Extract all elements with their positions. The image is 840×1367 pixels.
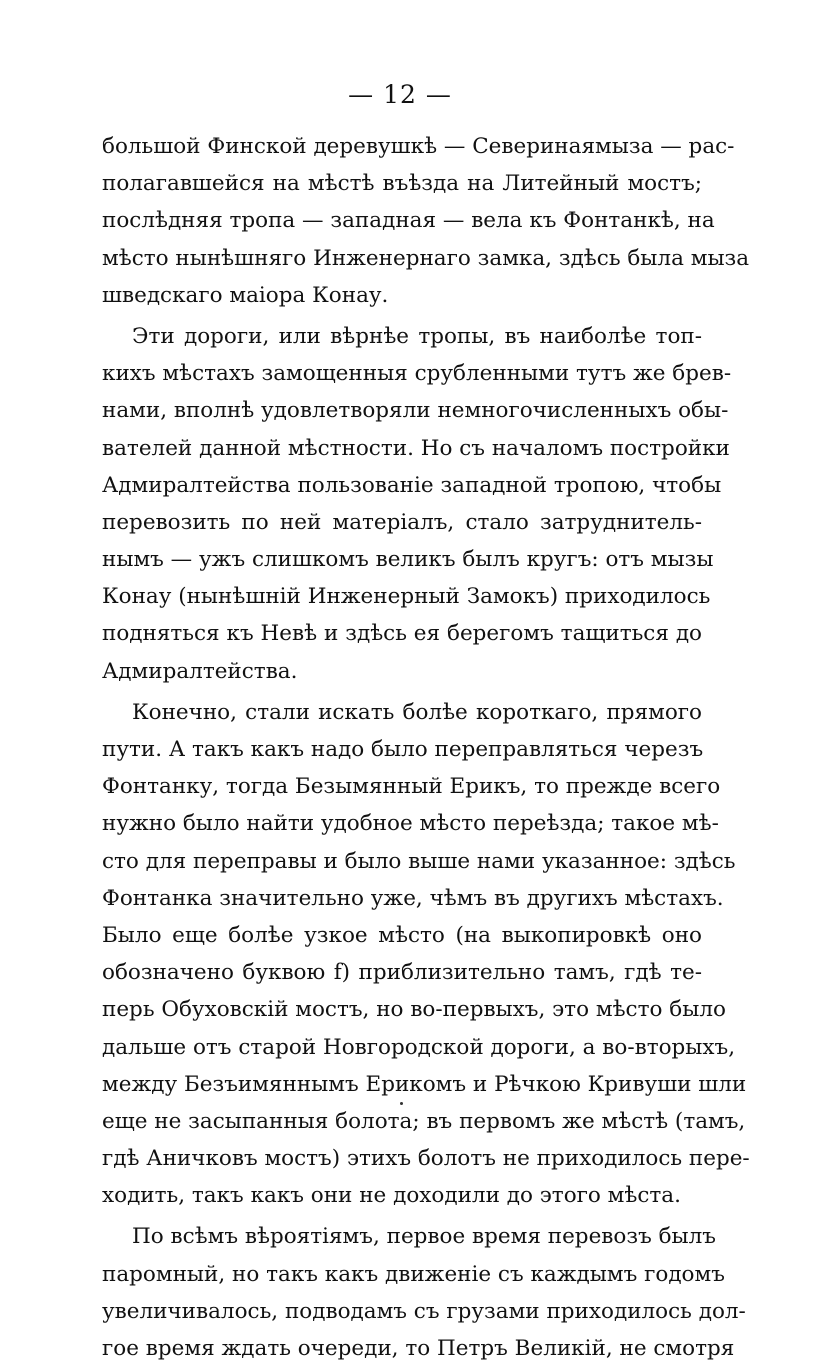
text-line: еще не засыпанныя болота; въ первомъ же мѣстѣ (тамъ, — [102, 1108, 746, 1134]
text-line: Адмиралтейства пользованіе западной тропою, чтобы — [102, 472, 722, 498]
text-line: дальше отъ старой Новгородской дороги, а во-вторыхъ, — [102, 1034, 736, 1060]
text-line: Фонтанка значительно уже, чѣмъ въ другихъ мѣстахъ. — [102, 885, 724, 911]
text-line: полагавшейся на мѣстѣ въѣзда на Литейный мостъ; — [102, 171, 702, 197]
text-line: послѣдняя тропа — западная — вела къ Фонтанкѣ, на — [102, 208, 715, 234]
text-line: подняться къ Невѣ и здѣсь ея берегомъ тащиться до — [102, 621, 702, 647]
text-line: кихъ мѣстахъ замощенныя срубленными тутъ же брев- — [102, 361, 732, 387]
text-line: шведскаго маіора Конау. — [102, 282, 389, 308]
text-line: перь Обуховскій мостъ, но во-первыхъ, это мѣсто было — [102, 997, 726, 1023]
text-line: нами, вполнѣ удовлетворяли немногочисленныхъ обы- — [102, 398, 729, 424]
text-line: паромный, но такъ какъ движеніе съ каждымъ годомъ — [102, 1261, 725, 1287]
text-line: пути. А такъ какъ надо было переправляться черезъ — [102, 737, 704, 762]
text-line: Эти дороги, или вѣрнѣе тропы, въ наиболѣе топ- — [132, 323, 702, 349]
text-line: сто для переправы и было выше нами указанное: здѣсь — [102, 848, 736, 874]
text-line: Адмиралтейства. — [102, 658, 298, 684]
text-line: перевозить по ней матеріалъ, стало затруднитель- — [102, 509, 702, 535]
text-line: нымъ — ужъ слишкомъ великъ былъ кругъ: отъ мызы — [102, 547, 714, 573]
page-number: — 12 — — [348, 80, 452, 109]
text-line: мѣсто нынѣшняго Инженернаго замка, здѣсь была мыза — [102, 245, 750, 271]
text-line: Было еще болѣе узкое мѣсто (на выкопировкѣ оно — [102, 922, 702, 948]
text-line: Конау (нынѣшній Инженерный Замокъ) приходилось — [102, 584, 711, 610]
text-line: ходить, такъ какъ они не доходили до этого мѣста. — [102, 1183, 681, 1209]
paragraph-4 — [102, 1218, 746, 1367]
body-text — [102, 128, 750, 1367]
text-line: гое время ждать очереди, то Петръ Великій, не смотря — [102, 1336, 735, 1361]
text-line: Конечно, стали искать болѣе короткаго, прямого — [132, 699, 702, 725]
text-line: гдѣ Аничковъ мостъ) этихъ болотъ не приходилось пере- — [102, 1146, 750, 1172]
ink-speck — [400, 1102, 403, 1105]
paragraph-1 — [102, 128, 750, 314]
text-line: большой Финской деревушкѣ — Северинаямыза — рас- — [102, 134, 735, 159]
text-line: обозначено буквою f) приблизительно тамъ, гдѣ те- — [102, 960, 702, 986]
paragraph-2 — [102, 318, 732, 690]
text-line: По всѣмъ вѣроятіямъ, первое время перевозъ былъ — [132, 1224, 716, 1250]
text-line: вателей данной мѣстности. Но съ началомъ постройки — [102, 435, 730, 461]
paragraph-3 — [102, 694, 750, 1215]
text-line: Фонтанку, тогда Безымянный Ерикъ, то прежде всего — [102, 774, 721, 800]
text-line: нужно было найти удобное мѣсто переѣзда; такое мѣ- — [102, 811, 719, 837]
text-line: между Безъимяннымъ Ерикомъ и Рѣчкою Кривуши шли — [102, 1071, 747, 1097]
text-line: увеличивалось, подводамъ съ грузами приходилось дол- — [102, 1298, 746, 1324]
